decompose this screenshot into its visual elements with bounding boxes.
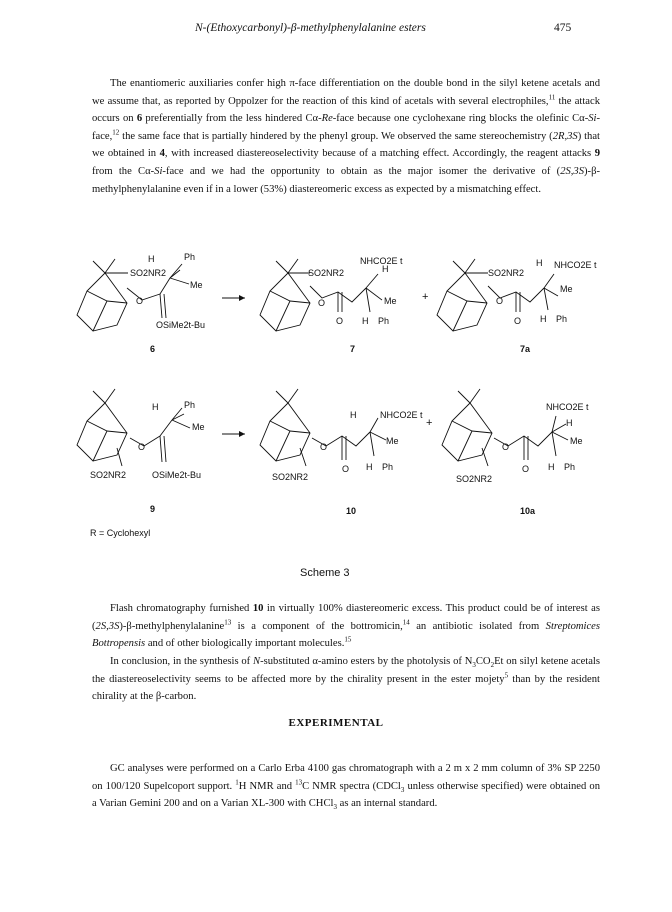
svg-text:Me: Me [386,436,399,446]
svg-text:OSiMe2t-Bu: OSiMe2t-Bu [156,320,206,330]
compound-9 [77,389,205,514]
svg-text:Ph: Ph [556,314,568,324]
svg-text:H: H [548,462,555,472]
svg-text:O: O [522,464,530,474]
svg-text:NHCO2E t: NHCO2E t [380,410,423,420]
svg-text:NHCO2E t: NHCO2E t [360,256,403,266]
svg-text:NHCO2E t: NHCO2E t [546,402,589,412]
svg-text:O: O [496,296,504,306]
paragraph-stereochemistry: The enantiomeric auxiliaries confer high π-face differentiation on the double bond in the silyl ketene acetals and we assume that, as reported by Oppolzer for the reaction of this kind of acetals with several electrophiles,$^{11}$ the attack occurs on 6 preferentially from the less hindered Cα-Re-face because one cyclohexane ring blocks the olefinic Cα-Si-face,$^{12}$ the same face that is partially hindered by the phenyl group. We observed the same stereochemistry (2R,3S) that we obtained in 4, with increased diastereoselectivity because of a matching effect. Accordingly, the reagent attacks 9 from the Cα-Si-face and we had the opportunity to obtain as the major isomer the derivative of (2S,3S)-β-methylphenylalanine even if in a lower (53%) diastereomeric excess as expected by a mismatching effect. [92,78,601,195]
svg-text:H: H [362,316,369,326]
svg-text:H: H [148,254,155,264]
svg-text:SO2NR2: SO2NR2 [90,470,127,480]
plus-sign: + [422,291,429,303]
svg-text:H: H [566,418,573,428]
reaction-scheme-drawing [60,248,620,593]
svg-text:NHCO2E t: NHCO2E t [554,260,597,270]
svg-text:O: O [318,298,326,308]
svg-text:Ph: Ph [184,400,196,410]
page-header [0,22,672,38]
svg-text:OSiMe2t-Bu: OSiMe2t-Bu [152,470,202,480]
compound-label-7: 7 [350,344,356,354]
compound-label-9: 9 [150,504,156,514]
plus-sign: + [426,417,433,429]
compound-label-10a: 10a [520,506,536,516]
svg-text:H: H [382,264,389,274]
svg-text:SO2NR2: SO2NR2 [456,474,493,484]
svg-text:O: O [336,316,344,326]
svg-text:Me: Me [192,422,205,432]
compound-7a [437,258,597,354]
svg-text:H: H [540,314,547,324]
scheme-caption: Scheme 3 [300,567,350,579]
page-number: 475 [554,22,572,34]
section-heading-experimental: EXPERIMENTAL [288,717,384,729]
paragraph-experimental: GC analyses were performed on a Carlo Erba 4100 gas chromatograph with a 2 m x 2 mm column of 3% SP 2250 on 100/120 Supelcoport support. $^1$H NMR and $^{13}$C NMR spectra (CDCl$_3$ unless otherwise specified) were obtained on a Varian Gemini 200 and on a Varian XL-300 with CHCl$_3$ as an internal standard. [92,763,600,812]
compound-label-6: 6 [150,344,156,354]
compound-10a [442,389,589,516]
paragraph-conclusion: In conclusion, in the synthesis of N-substituted α-amino esters by the photolysis of $N_3CO_2Et$ on silyl ketene acetals the diastereoselectivity seems to be affected more by the chirality present in the ester mojety$^5$ than by the resident chirality at the β-carbon. [92,656,601,703]
svg-text:Me: Me [570,436,583,446]
svg-text:O: O [502,442,510,452]
svg-text:Ph: Ph [564,462,576,472]
compound-7 [260,256,403,354]
svg-text:Ph: Ph [378,316,390,326]
compound-label-10: 10 [346,506,357,516]
svg-text:H: H [350,410,357,420]
svg-text:Me: Me [190,280,203,290]
paragraph-flash-chromatography: Flash chromatography furnished 10 in virtually 100% diastereomeric excess. This product could be of interest as (2S,3S)-β-methylphenylalanine$^{13}$ is a component of the bottromicin,$^{14}$ an antibiotic isolated from Streptomices Bottropensis and of other biologically important molecules.$^{15}$ [92,603,600,650]
svg-text:H: H [536,258,543,268]
compound-10 [260,389,423,516]
svg-text:H: H [366,462,373,472]
r-definition: R = Cyclohexyl [90,528,151,538]
svg-text:SO2NR2: SO2NR2 [308,268,345,278]
running-title: N-(Ethoxycarbonyl)-β-methylphenylalanine esters [195,22,426,34]
svg-text:SO2NR2: SO2NR2 [272,472,309,482]
svg-text:H: H [152,402,159,412]
svg-text:Me: Me [384,296,397,306]
svg-text:Me: Me [560,284,573,294]
svg-text:SO2NR2: SO2NR2 [488,268,525,278]
svg-text:SO2NR2: SO2NR2 [130,268,167,278]
svg-text:O: O [138,442,146,452]
svg-text:O: O [342,464,350,474]
svg-text:Ph: Ph [382,462,394,472]
compound-6 [77,252,205,354]
scheme-3 [60,248,620,593]
reaction-arrow [222,295,245,301]
reaction-arrow [222,431,245,437]
svg-text:O: O [136,296,144,306]
svg-text:O: O [514,316,522,326]
svg-text:O: O [320,442,328,452]
svg-text:Ph: Ph [184,252,196,262]
compound-label-7a: 7a [520,344,531,354]
